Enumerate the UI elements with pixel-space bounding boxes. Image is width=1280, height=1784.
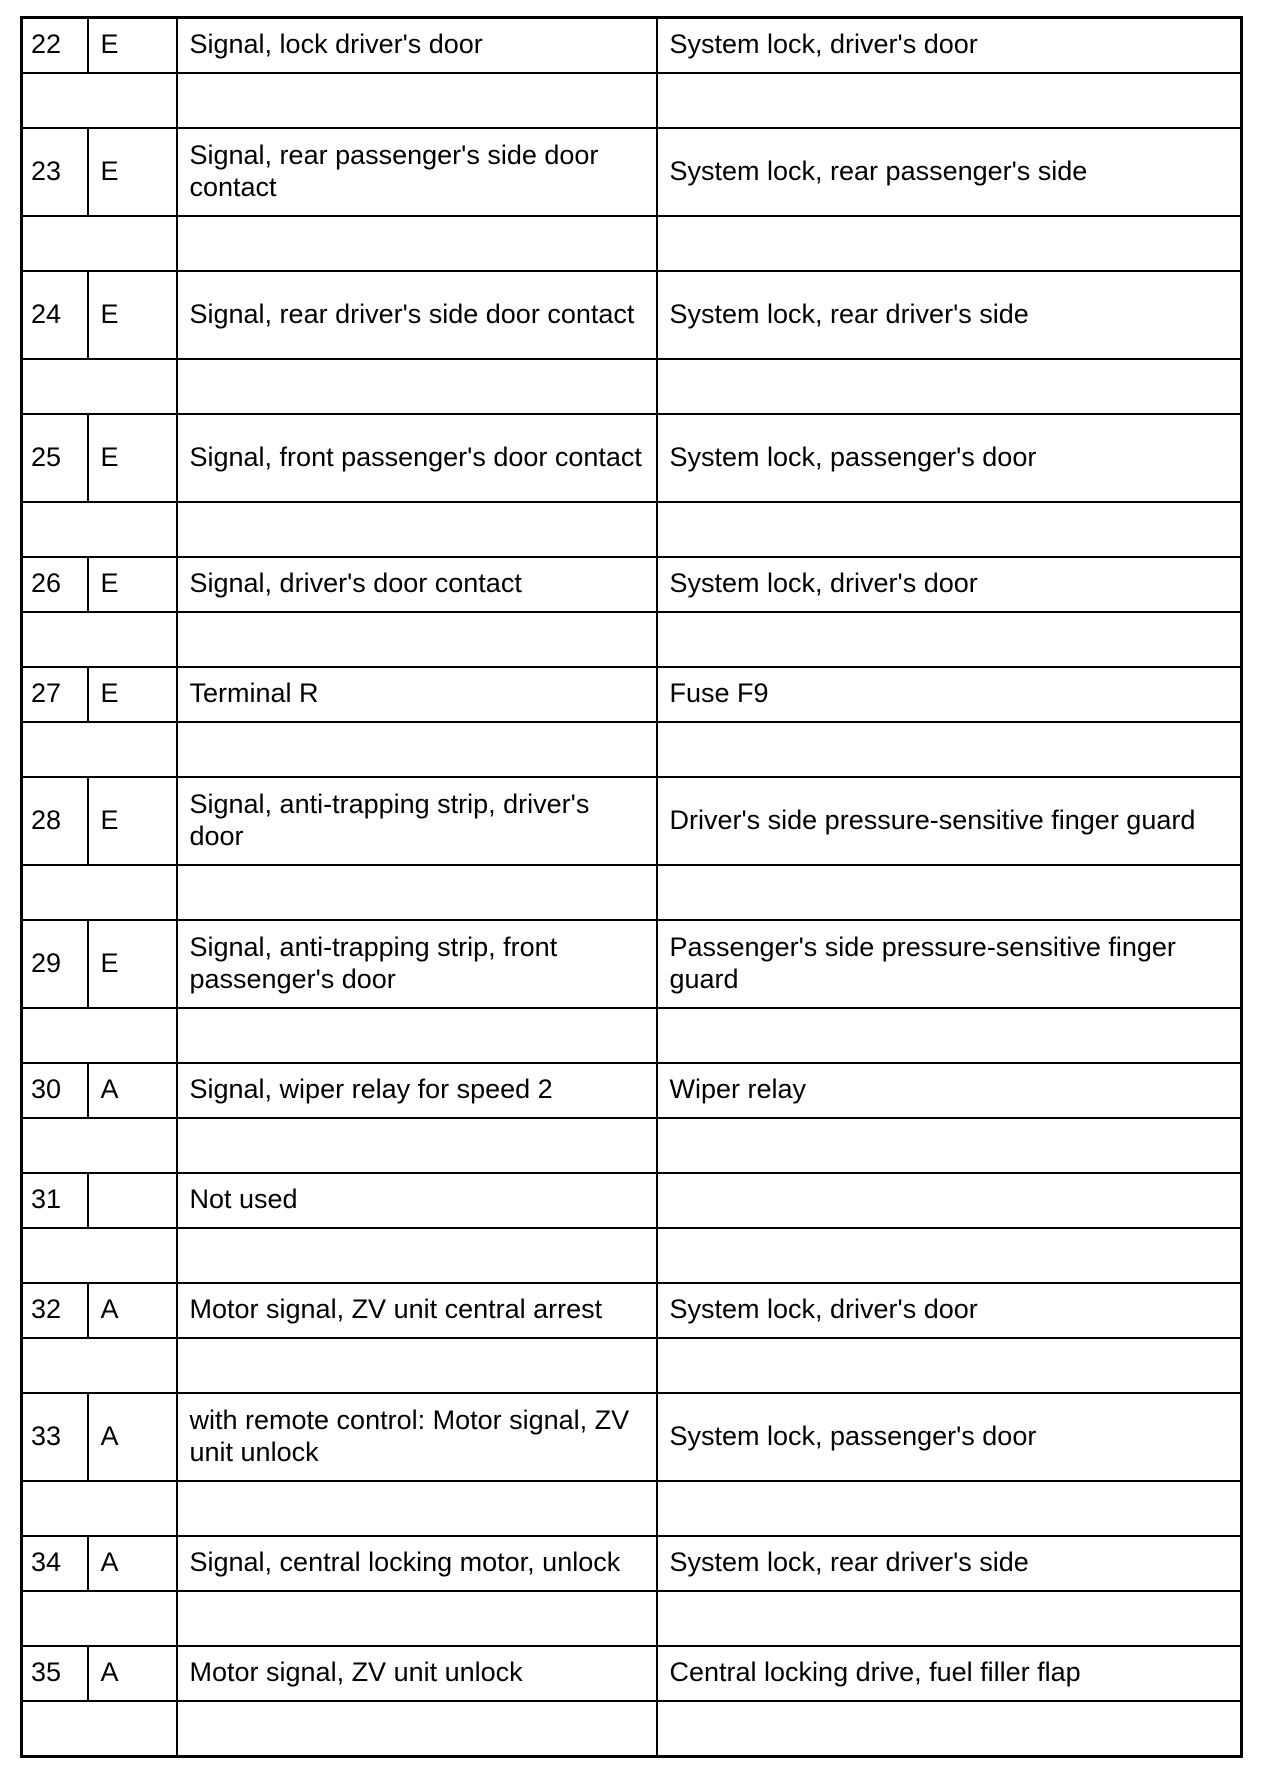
blank-cell [657,722,1242,777]
blank-cell [657,1338,1242,1393]
blank-cell [657,73,1242,128]
spacer-row [22,1591,1242,1646]
pin-number: 33 [22,1393,88,1481]
table-row [22,414,1242,502]
signal-type: A [88,1536,177,1591]
connected-to: Passenger's side pressure-sensitive finger guard [657,920,1242,1008]
pin-number: 22 [22,18,88,73]
pin-assignment-table [20,16,1243,1758]
blank-cell [657,1591,1242,1646]
blank-cell [657,865,1242,920]
signal-type [88,1173,177,1228]
connected-to: Wiper relay [657,1063,1242,1118]
spacer-row [22,216,1242,271]
blank-cell [22,865,177,920]
spacer-row [22,359,1242,414]
spacer-row [22,1481,1242,1536]
table-row [22,18,1242,73]
signal-type: A [88,1393,177,1481]
blank-cell [657,1481,1242,1536]
spacer-row [22,612,1242,667]
signal-type: E [88,777,177,865]
spacer-row [22,73,1242,128]
connected-to: System lock, driver's door [657,557,1242,612]
blank-cell [177,1008,657,1063]
connected-to: Fuse F9 [657,667,1242,722]
signal-description: Signal, driver's door contact [177,557,657,612]
connected-to [657,1173,1242,1228]
table-row [22,667,1242,722]
blank-cell [22,502,177,557]
table-row [22,1283,1242,1338]
spacer-row [22,502,1242,557]
blank-cell [22,216,177,271]
signal-type: E [88,128,177,216]
signal-type: E [88,667,177,722]
blank-cell [22,1338,177,1393]
connected-to: Driver's side pressure-sensitive finger guard [657,777,1242,865]
signal-description: Motor signal, ZV unit unlock [177,1646,657,1701]
spacer-row [22,1008,1242,1063]
blank-cell [22,1701,177,1757]
table-row [22,920,1242,1008]
connected-to: System lock, passenger's door [657,414,1242,502]
connected-to: System lock, driver's door [657,18,1242,73]
table-row [22,128,1242,216]
blank-cell [657,612,1242,667]
signal-type: A [88,1646,177,1701]
pin-number: 26 [22,557,88,612]
signal-description: Signal, wiper relay for speed 2 [177,1063,657,1118]
signal-description: Signal, rear driver's side door contact [177,271,657,359]
pin-number: 28 [22,777,88,865]
connected-to: System lock, rear driver's side [657,271,1242,359]
connected-to: System lock, driver's door [657,1283,1242,1338]
signal-description: Terminal R [177,667,657,722]
pin-number: 23 [22,128,88,216]
blank-cell [22,1118,177,1173]
blank-cell [22,73,177,128]
blank-cell [657,216,1242,271]
connected-to: Central locking drive, fuel filler flap [657,1646,1242,1701]
blank-cell [657,1701,1242,1757]
signal-type: E [88,18,177,73]
blank-cell [177,1228,657,1283]
pin-number: 25 [22,414,88,502]
pin-number: 29 [22,920,88,1008]
blank-cell [657,1118,1242,1173]
pin-number: 30 [22,1063,88,1118]
table-row [22,1536,1242,1591]
blank-cell [657,1008,1242,1063]
signal-description: Signal, anti-trapping strip, driver's door [177,777,657,865]
blank-cell [177,1118,657,1173]
blank-cell [177,1481,657,1536]
blank-cell [22,1591,177,1646]
spacer-row [22,1338,1242,1393]
signal-description: Signal, front passenger's door contact [177,414,657,502]
blank-cell [177,216,657,271]
signal-description: Not used [177,1173,657,1228]
spacer-row [22,1701,1242,1757]
pin-number: 34 [22,1536,88,1591]
blank-cell [177,865,657,920]
blank-cell [22,1008,177,1063]
signal-type: E [88,414,177,502]
signal-description: with remote control: Motor signal, ZV unit unlock [177,1393,657,1481]
blank-cell [177,1591,657,1646]
signal-type: E [88,271,177,359]
signal-description: Signal, central locking motor, unlock [177,1536,657,1591]
connected-to: System lock, rear passenger's side [657,128,1242,216]
signal-type: E [88,920,177,1008]
blank-cell [177,502,657,557]
blank-cell [657,1228,1242,1283]
spacer-row [22,1228,1242,1283]
pin-number: 27 [22,667,88,722]
blank-cell [22,1481,177,1536]
blank-cell [177,359,657,414]
pin-number: 32 [22,1283,88,1338]
spacer-row [22,722,1242,777]
spacer-row [22,865,1242,920]
blank-cell [177,612,657,667]
blank-cell [22,1228,177,1283]
pin-number: 31 [22,1173,88,1228]
signal-description: Signal, lock driver's door [177,18,657,73]
pin-number: 24 [22,271,88,359]
blank-cell [177,73,657,128]
blank-cell [177,1338,657,1393]
blank-cell [22,612,177,667]
table-row [22,557,1242,612]
connected-to: System lock, rear driver's side [657,1536,1242,1591]
table-row [22,271,1242,359]
blank-cell [22,722,177,777]
signal-description: Signal, rear passenger's side door contact [177,128,657,216]
blank-cell [657,359,1242,414]
table-row [22,1646,1242,1701]
blank-cell [177,722,657,777]
blank-cell [177,1701,657,1757]
signal-description: Signal, anti-trapping strip, front passenger's door [177,920,657,1008]
blank-cell [22,359,177,414]
signal-type: A [88,1063,177,1118]
table-row [22,1063,1242,1118]
table-row [22,1173,1242,1228]
signal-type: E [88,557,177,612]
connected-to: System lock, passenger's door [657,1393,1242,1481]
signal-description: Motor signal, ZV unit central arrest [177,1283,657,1338]
spacer-row [22,1118,1242,1173]
pin-number: 35 [22,1646,88,1701]
signal-type: A [88,1283,177,1338]
table-row [22,1393,1242,1481]
table-row [22,777,1242,865]
blank-cell [657,502,1242,557]
